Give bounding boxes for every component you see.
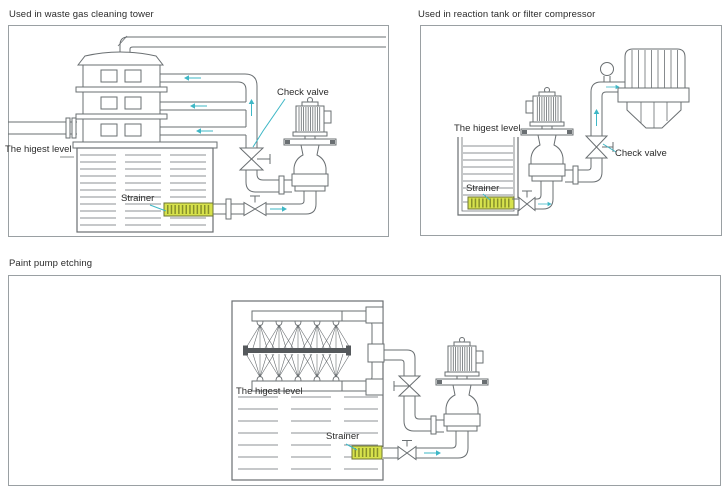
- inlet-pipe: [8, 118, 77, 138]
- check-valve-icon: [586, 136, 613, 158]
- strainer-icon: [468, 197, 514, 209]
- vertical-pump-icon: [521, 88, 578, 191]
- scrubber-tank: [73, 142, 217, 232]
- strainer-label: Strainer: [326, 431, 360, 442]
- suction-pipe: [383, 440, 468, 458]
- gate-valve-icon: [394, 376, 420, 396]
- strainer-icon: [352, 446, 382, 459]
- workpiece-bar: [243, 346, 351, 356]
- strainer-label: Strainer: [121, 193, 155, 204]
- gate-valve-icon: [244, 196, 266, 216]
- discharge-pipe: [246, 170, 280, 192]
- highest-level-label: The higest level: [236, 386, 303, 397]
- highest-level-label: The higest level: [454, 123, 521, 134]
- check-valve-leader-line: [253, 99, 285, 147]
- vertical-pump-icon: [279, 98, 336, 201]
- vertical-pump-icon: [431, 338, 488, 441]
- gas-vent-pipe: [118, 36, 386, 57]
- gate-valve-icon: [398, 441, 416, 460]
- gate-valve-icon: [519, 191, 535, 211]
- pressure-gauge-icon: [601, 63, 614, 83]
- panel-title: Used in waste gas cleaning tower: [9, 9, 154, 20]
- strainer-label: Strainer: [466, 183, 500, 194]
- panel-title: Used in reaction tank or filter compressor: [418, 9, 596, 20]
- waste-gas-cleaning-tower-diagram: [8, 36, 386, 232]
- reaction-tank: [458, 137, 519, 215]
- cleaning-tower: [76, 52, 167, 142]
- check-valve-icon: [240, 148, 270, 170]
- flow-arrow: [424, 450, 441, 456]
- spray-headers: [243, 311, 351, 391]
- panel-title: Paint pump etching: [9, 258, 93, 269]
- filter-press: [618, 49, 689, 128]
- tower-feed-pipes: [160, 74, 257, 148]
- check-valve-label: Check valve: [615, 148, 667, 159]
- pipe-elbow-fitting: [366, 379, 383, 395]
- strainer-icon: [164, 203, 213, 216]
- check-valve-label: Check valve: [277, 87, 329, 98]
- pipe-elbow-fitting: [366, 307, 383, 323]
- pipe-tee-fitting: [368, 344, 384, 362]
- highest-level-label: The higest level: [5, 144, 72, 155]
